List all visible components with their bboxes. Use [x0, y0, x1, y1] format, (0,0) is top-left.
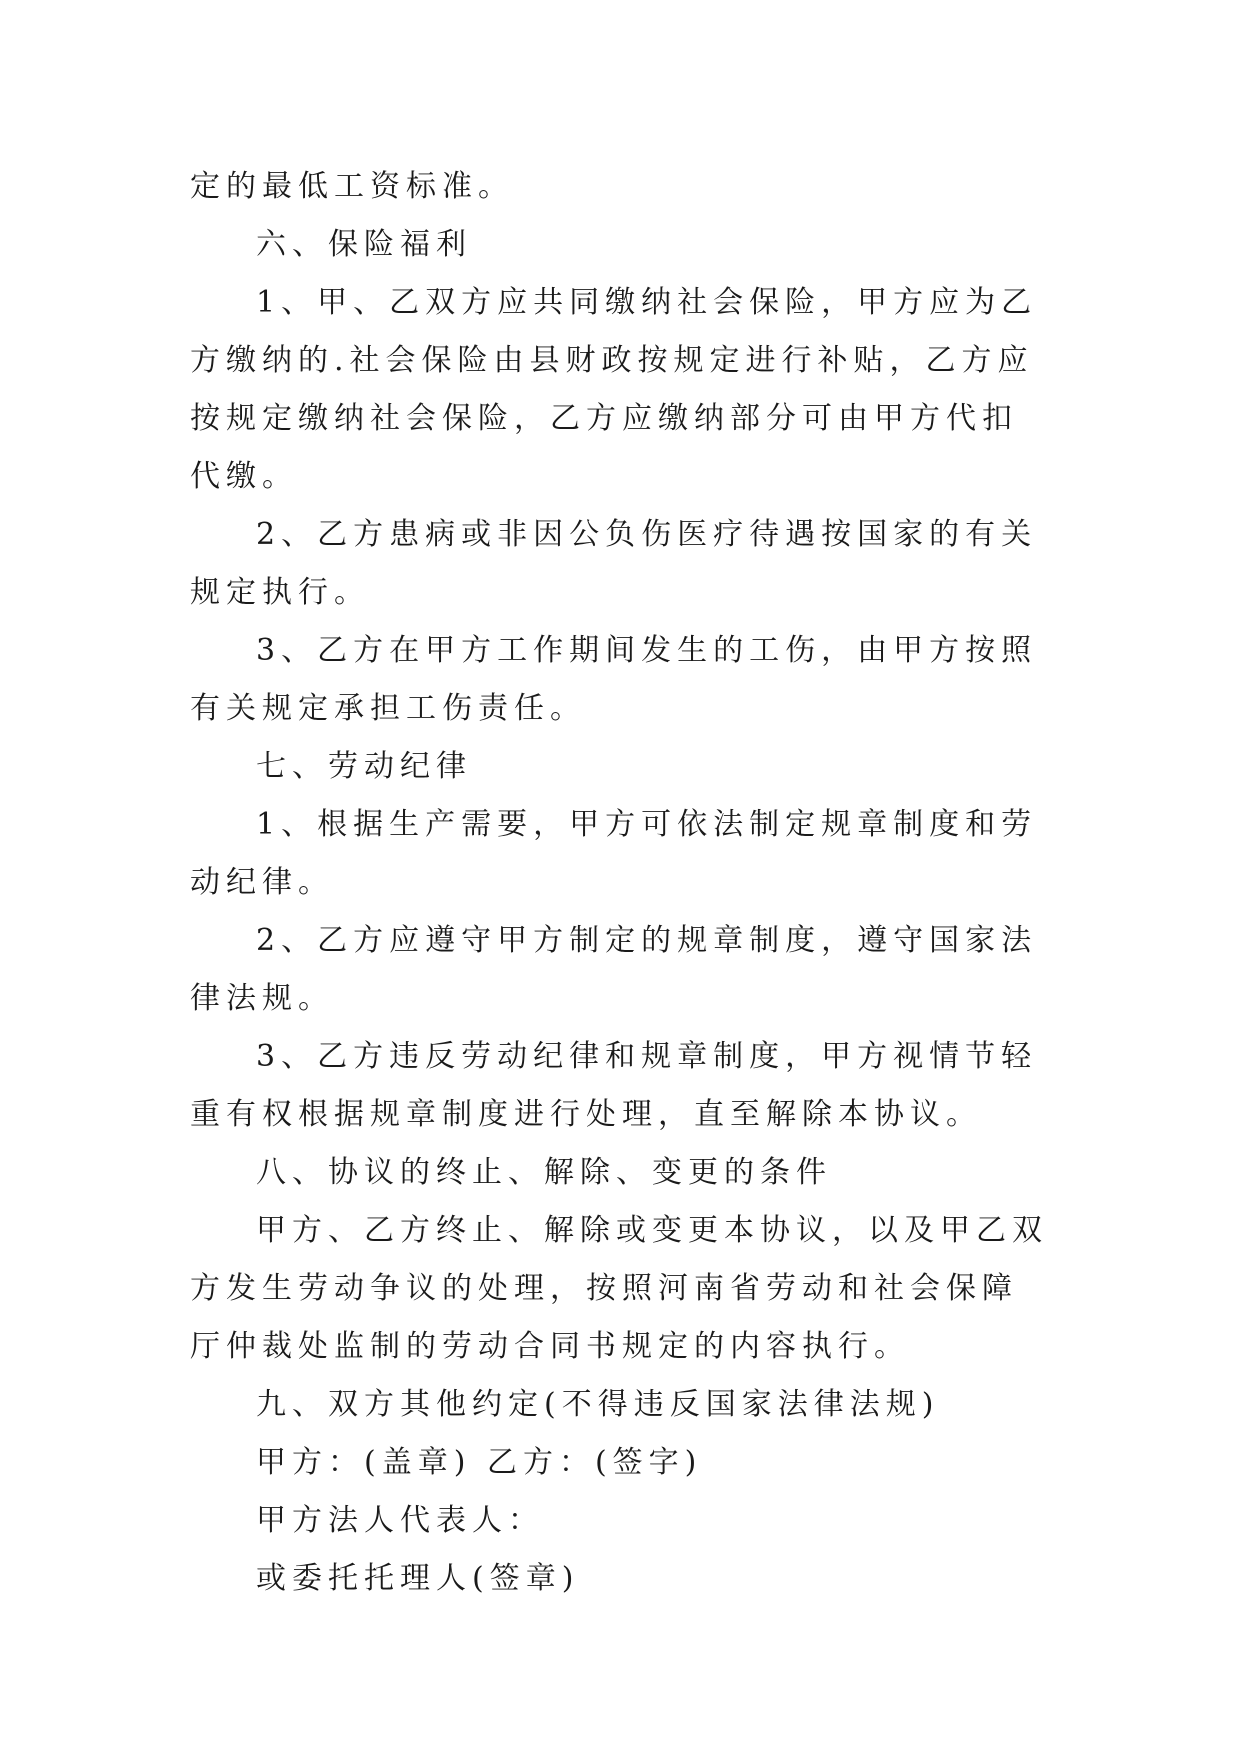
- paragraph-insurance-2: 2、乙方患病或非因公负伤医疗待遇按国家的有关规定执行。: [190, 517, 1038, 610]
- section-heading-other-agreements: 九、双方其他约定(不得违反国家法律法规): [256, 1387, 940, 1422]
- document-body: [190, 158, 1050, 1608]
- paragraph-discipline-3: 3、乙方违反劳动纪律和规章制度，甲方视情节轻重有权根据规章制度进行处理，直至解除本协议。: [190, 1039, 1038, 1132]
- section-heading-insurance: 六、保险福利: [256, 227, 472, 262]
- section-heading-discipline: 七、劳动纪律: [256, 749, 472, 784]
- paragraph-insurance-3: 3、乙方在甲方工作期间发生的工伤，由甲方按照有关规定承担工伤责任。: [190, 633, 1038, 726]
- paragraph-discipline-2: 2、乙方应遵守甲方制定的规章制度，遵守国家法律法规。: [190, 923, 1038, 1016]
- signature-line-parties: 甲方：(盖章) 乙方：(签字): [256, 1445, 703, 1480]
- paragraph-insurance-1: 1、甲、乙双方应共同缴纳社会保险，甲方应为乙方缴纳的.社会保险由县财政按规定进行补贴，乙方应按规定缴纳社会保险，乙方应缴纳部分可由甲方代扣代缴。: [190, 285, 1038, 494]
- paragraph-termination: 甲方、乙方终止、解除或变更本协议，以及甲乙双方发生劳动争议的处理，按照河南省劳动和社会保障厅仲裁处监制的劳动合同书规定的内容执行。: [190, 1213, 1048, 1364]
- paragraph-discipline-1: 1、根据生产需要，甲方可依法制定规章制度和劳动纪律。: [190, 807, 1038, 900]
- signature-line-legal-rep: 甲方法人代表人：: [256, 1503, 544, 1538]
- section-heading-termination: 八、协议的终止、解除、变更的条件: [256, 1155, 832, 1190]
- paragraph-min-wage-tail: 定的最低工资标准。: [190, 169, 514, 204]
- signature-line-agent: 或委托托理人(签章): [256, 1561, 580, 1596]
